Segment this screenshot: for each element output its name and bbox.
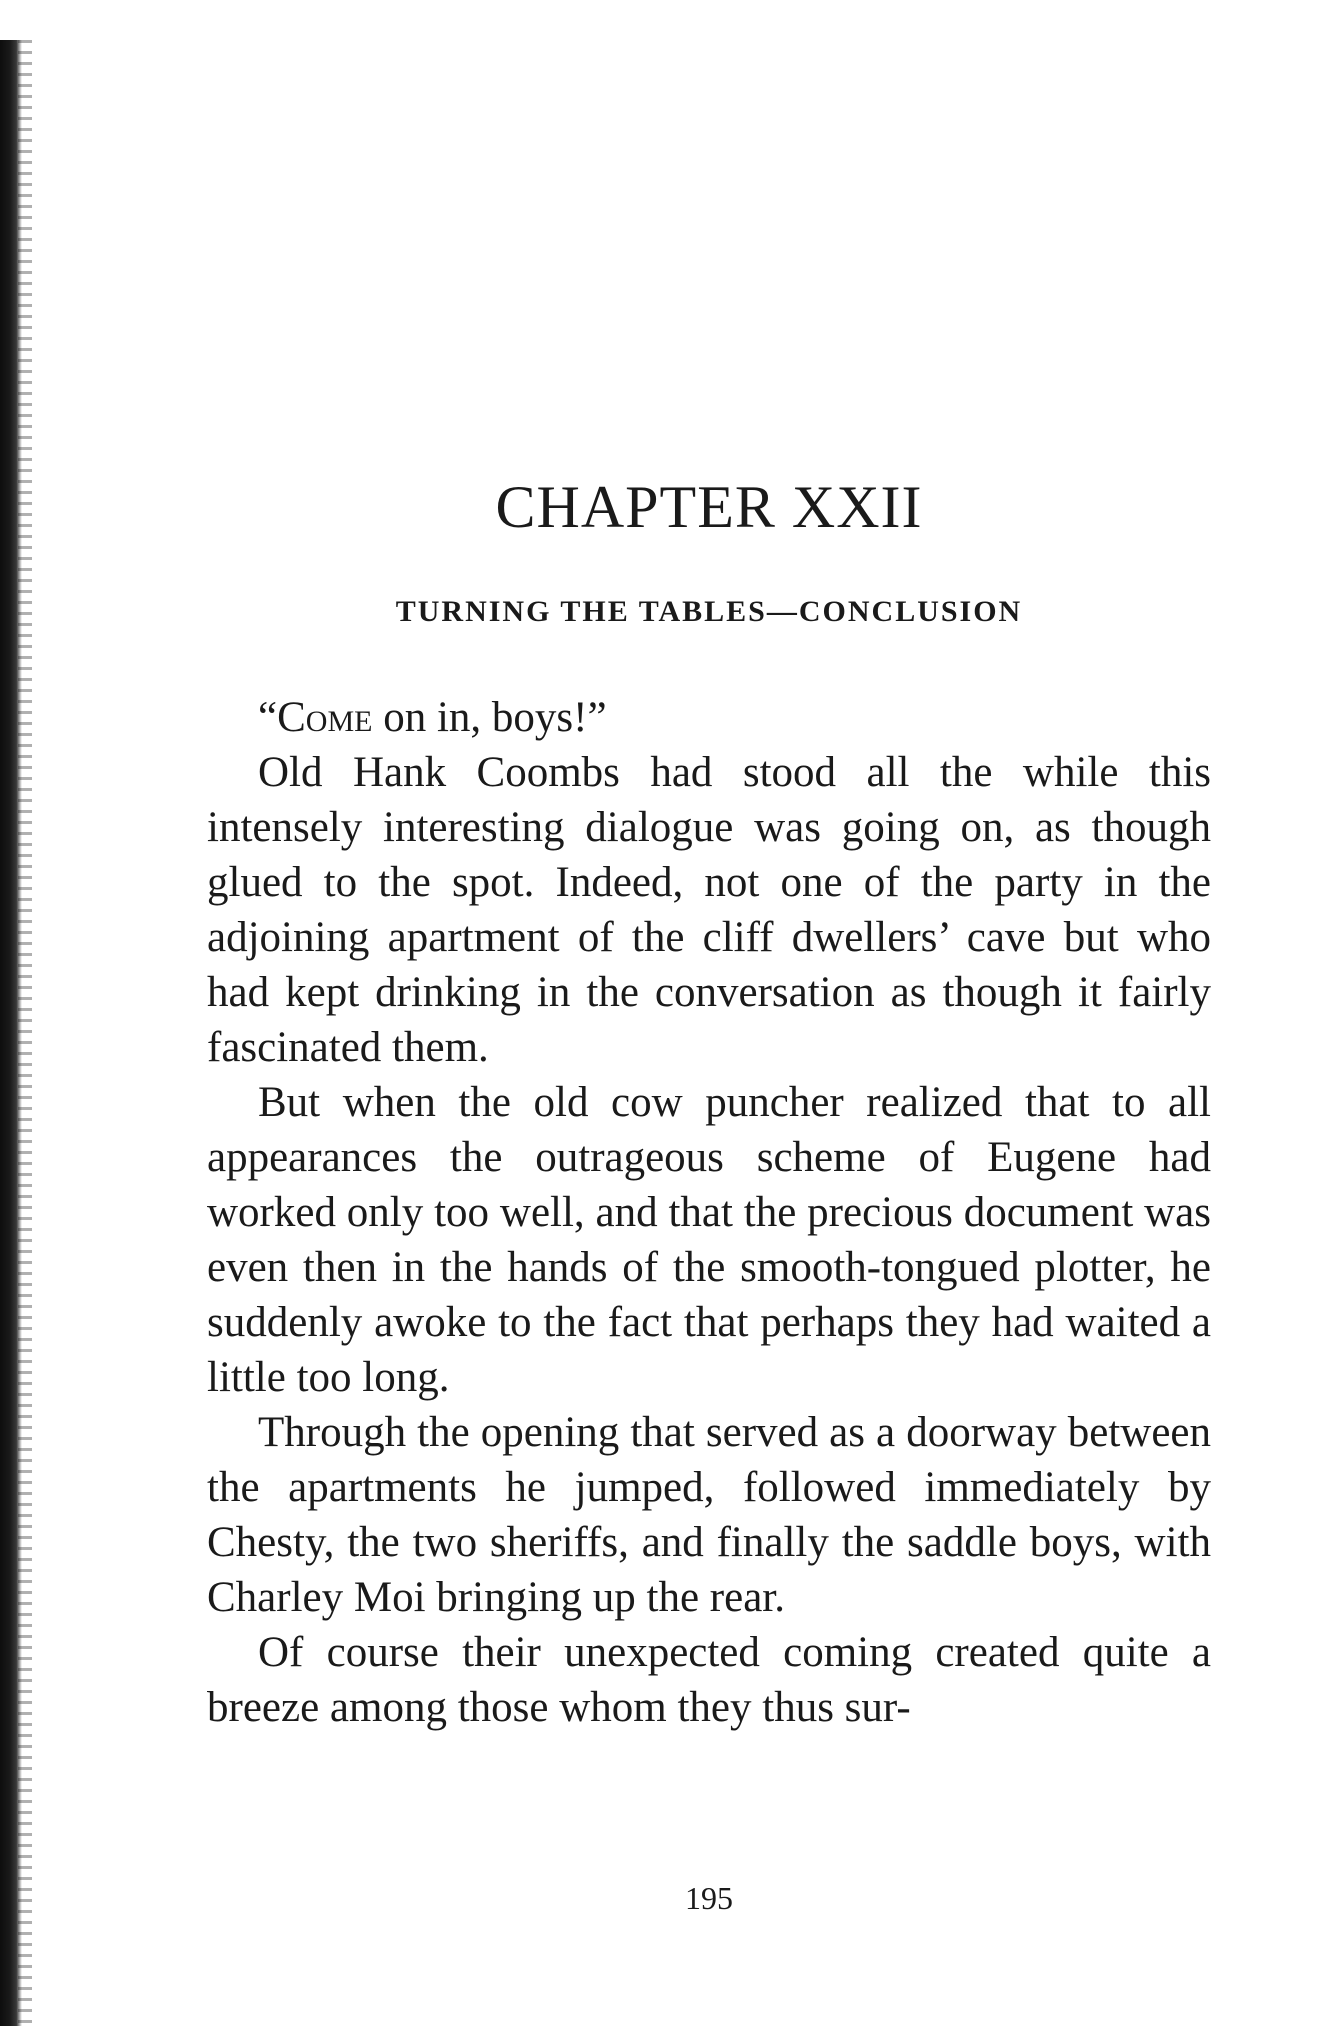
opening-line-rest: on in, boys!” xyxy=(372,694,607,741)
chapter-subtitle: TURNING THE TABLES—CONCLUSION xyxy=(395,595,1023,628)
paragraph-5: Of course their unexpected coming created quite a breeze among those whom they thus sur- xyxy=(207,1629,1211,1731)
paragraph-2: Old Hank Coombs had stood all the while this intensely interesting dialogue was going on, as though glued to the spot. Indeed, not one of the party in the adjoining apartment of the cliff dwellers’ cave but who had kept drinking in the conversation as though it fairly fascinated them. xyxy=(207,749,1211,1071)
chapter-body xyxy=(207,690,1211,1735)
paragraph-1 xyxy=(207,690,1211,745)
paragraph-3: But when the old cow puncher realized that to all appearances the outrageous scheme of Eugene had worked only too well, and that the precious document was even then in the hands of the smooth-tongued plotter, he suddenly awoke to the fact that perhaps they had waited a little too long. xyxy=(207,1079,1211,1401)
page-number: 195 xyxy=(685,1880,733,1916)
paragraph-4: Through the opening that served as a doorway between the apartments he jumped, followed immediately by Chesty, the two sheriffs, and finally the saddle boys, with Charley Moi bringing up the rear. xyxy=(207,1409,1211,1621)
chapter-title: CHAPTER XXII xyxy=(495,474,923,540)
scanned-binding-texture xyxy=(18,40,32,2026)
opening-quote: “ xyxy=(258,694,278,741)
opening-word: Come xyxy=(277,694,373,741)
